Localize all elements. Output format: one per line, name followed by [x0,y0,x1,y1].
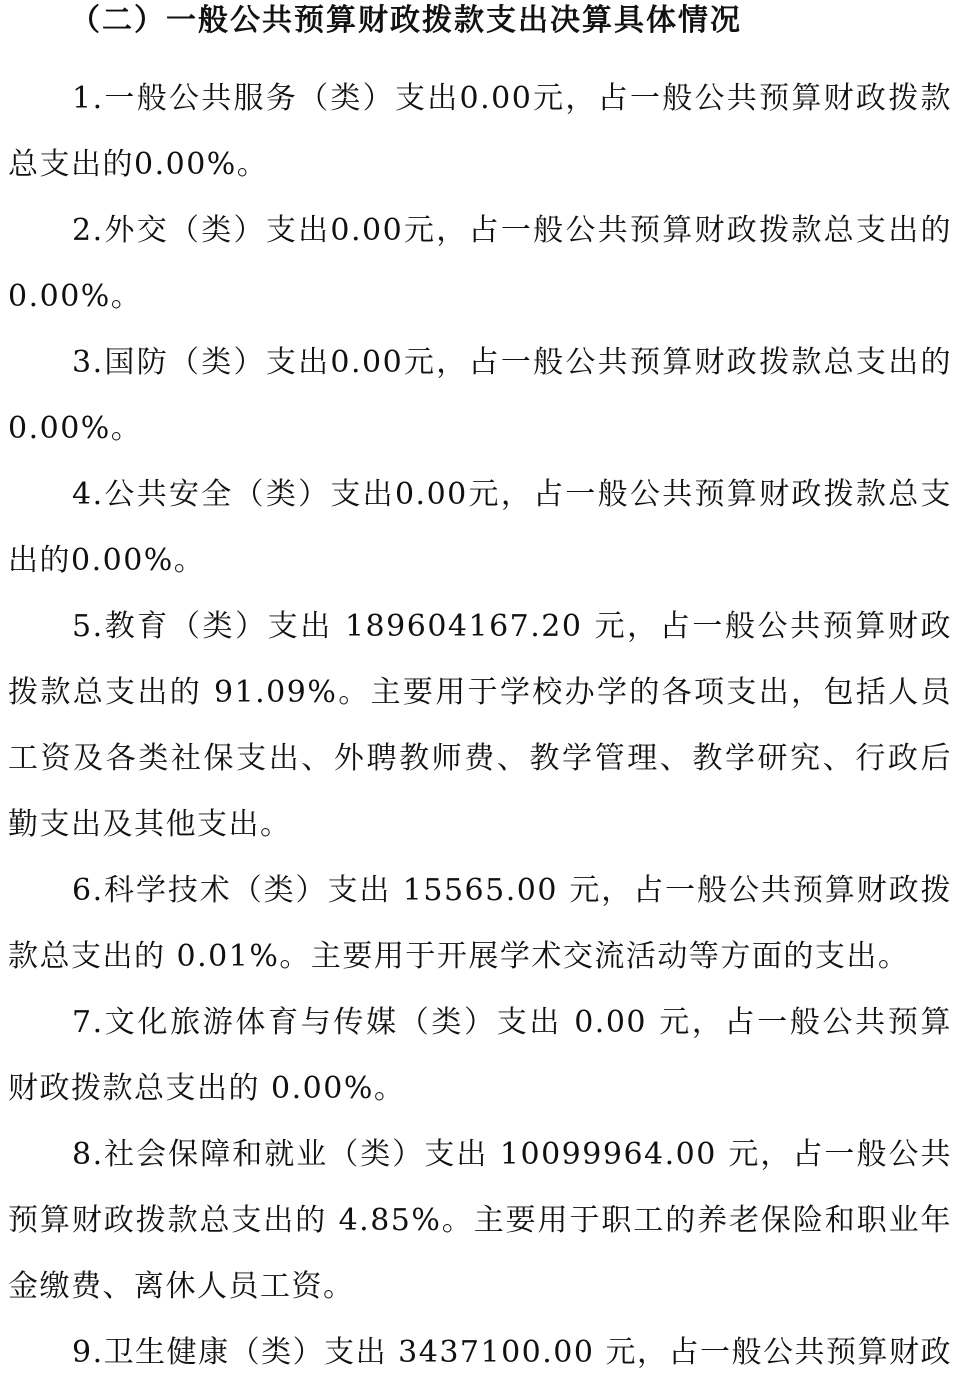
paragraph-education: 5.教育（类）支出 189604167.20 元，占一般公共预算财政拨款总支出的 91.09%。主要用于学校办学的各项支出，包括人员工资及各类社保支出、外聘教师费、教学管理、教学研究、行政后勤支出及其他支出。 [8,609,952,842]
paragraph-culture-tourism-sports-media: 7.文化旅游体育与传媒（类）支出 0.00 元，占一般公共预算财政拨款总支出的 0.00%。 [8,1005,952,1106]
paragraph-science-technology: 6.科学技术（类）支出 15565.00 元，占一般公共预算财政拨款总支出的 0.01%。主要用于开展学术交流活动等方面的支出。 [8,873,952,974]
paragraph-general-public-services: 1.一般公共服务（类）支出0.00元，占一般公共预算财政拨款总支出的0.00%。 [8,81,952,182]
paragraph-social-security-employment: 8.社会保障和就业（类）支出 10099964.00 元，占一般公共预算财政拨款总支出的 4.85%。主要用于职工的养老保险和职业年金缴费、离休人员工资。 [8,1137,952,1304]
paragraph-health: 9.卫生健康（类）支出 3437100.00 元，占一般公共预算财政 [72,1335,953,1370]
paragraph-national-defense: 3.国防（类）支出0.00元，占一般公共预算财政拨款总支出的0.00%。 [8,345,952,446]
paragraph-foreign-affairs: 2.外交（类）支出0.00元，占一般公共预算财政拨款总支出的0.00%。 [8,213,952,314]
paragraph-public-security: 4.公共安全（类）支出0.00元，占一般公共预算财政拨款总支出的0.00%。 [8,477,952,578]
spacer [8,44,952,66]
document-page [8,0,952,1386]
section-heading: （二）一般公共预算财政拨款支出决算具体情况 [70,3,742,38]
